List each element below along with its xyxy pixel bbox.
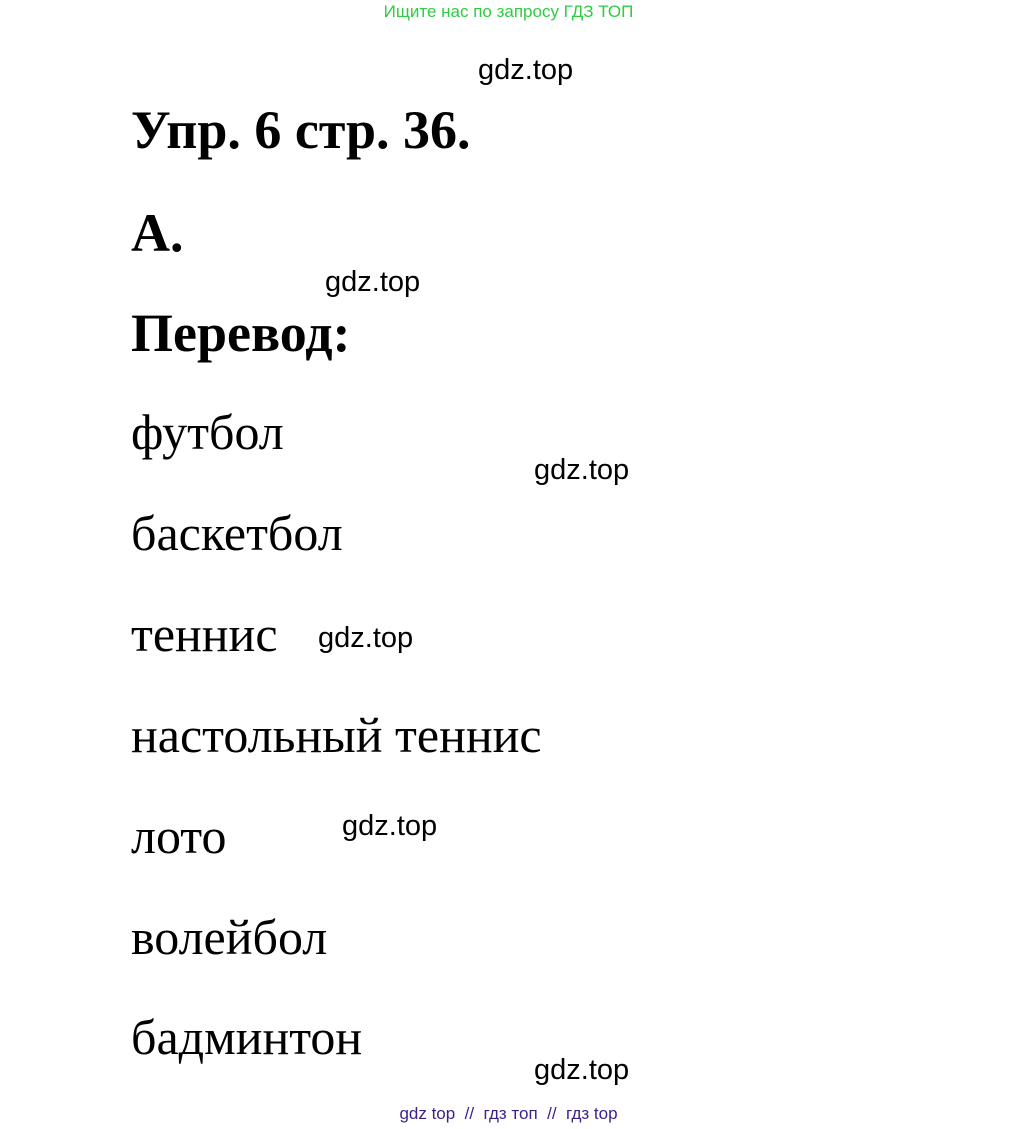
- word-item: теннис: [131, 606, 278, 662]
- word-item: бадминтон: [131, 1009, 363, 1065]
- word-item: футбол: [131, 404, 284, 460]
- watermark: gdz.top: [318, 622, 414, 654]
- section-label: A.: [131, 203, 184, 263]
- word-item: лото: [131, 808, 227, 864]
- watermark: gdz.top: [534, 1054, 630, 1086]
- watermark: gdz.top: [534, 454, 630, 486]
- translation-heading: Перевод:: [131, 303, 351, 363]
- watermark: gdz.top: [342, 810, 438, 842]
- exercise-title: Упр. 6 стр. 36.: [131, 100, 471, 160]
- watermark: gdz.top: [478, 54, 574, 86]
- footer-links: gdz top // гдз топ // гдз top: [399, 1104, 618, 1123]
- top-banner: Ищите нас по запросу ГДЗ ТОП: [383, 2, 634, 21]
- word-item: баскетбол: [131, 505, 343, 561]
- word-item: волейбол: [131, 909, 328, 965]
- watermark: gdz.top: [325, 266, 421, 298]
- word-item: настольный теннис: [131, 707, 542, 763]
